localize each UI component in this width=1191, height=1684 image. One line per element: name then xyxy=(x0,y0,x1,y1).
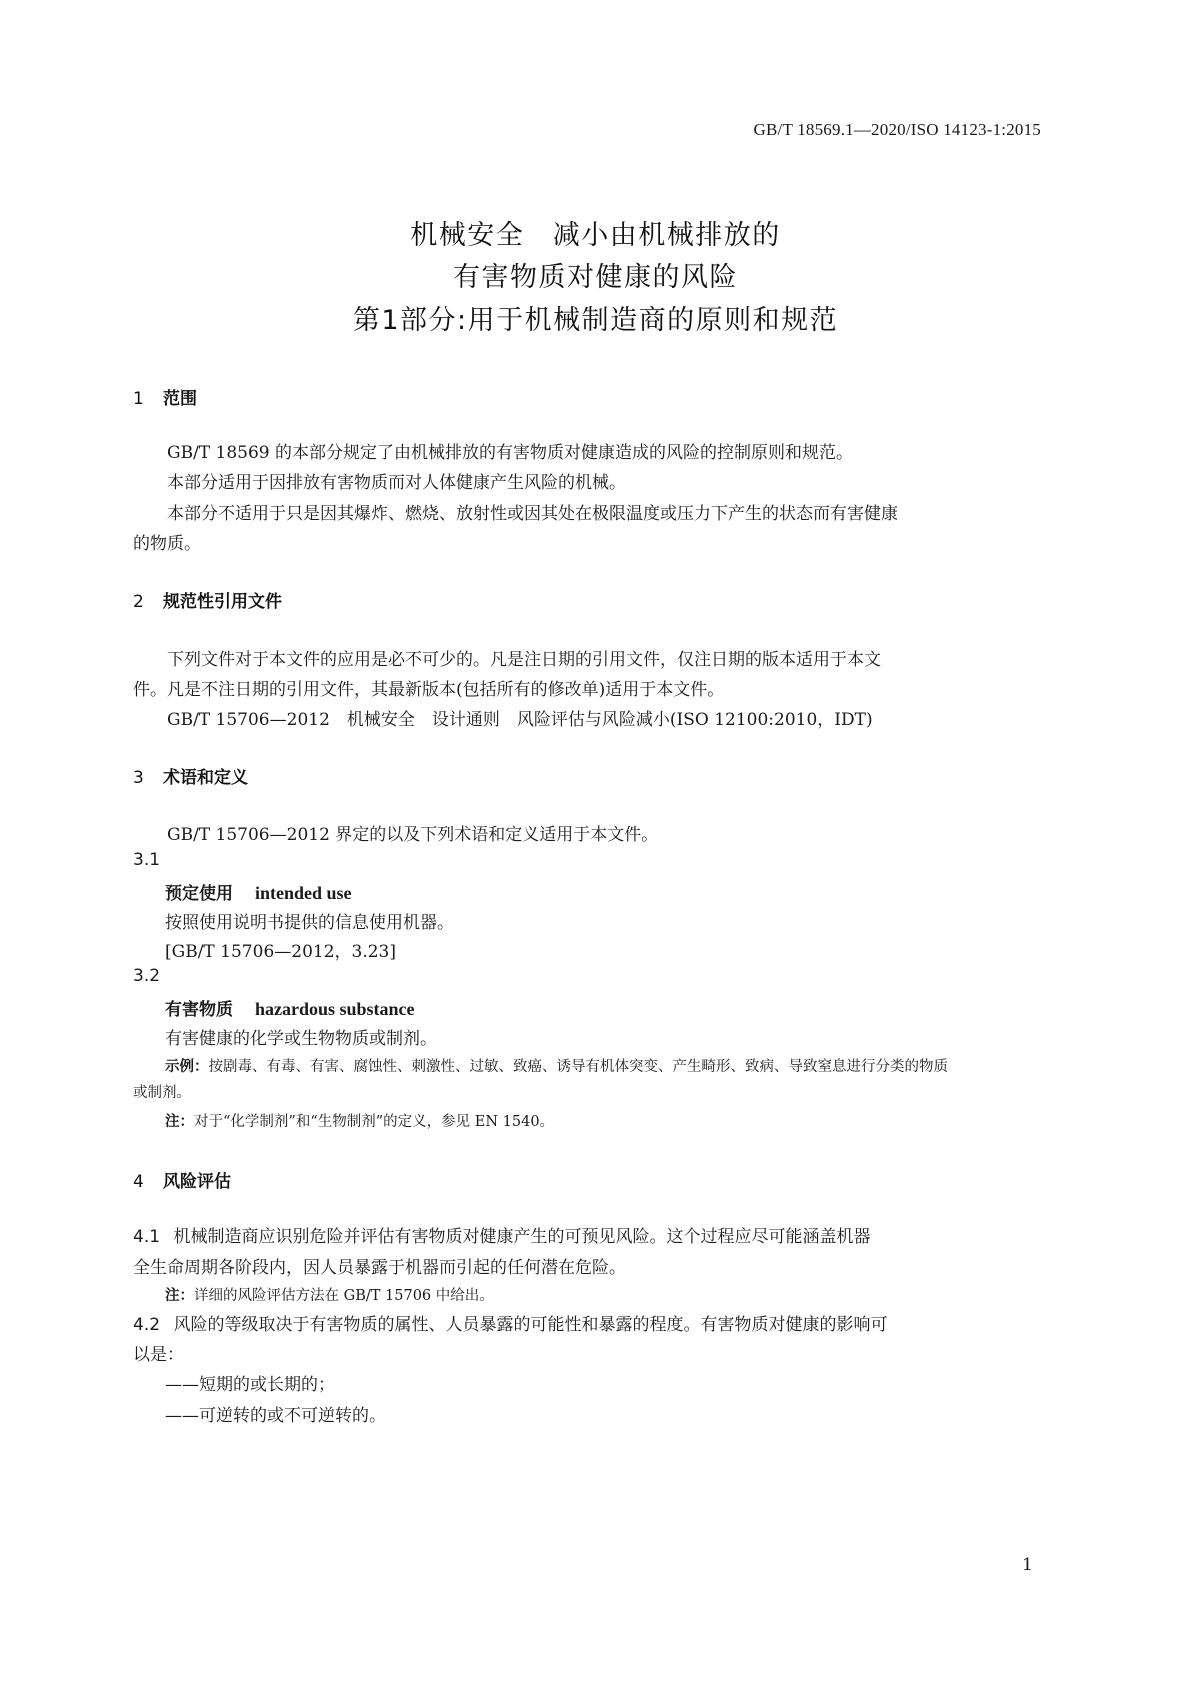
section-title: 范围 xyxy=(163,389,197,409)
example-continuation: 或制剂。 xyxy=(133,1085,191,1101)
term-definition: 按照使用说明书提供的信息使用机器。 xyxy=(165,913,454,933)
term-definition: 有害健康的化学或生物物质或制剂。 xyxy=(165,1029,437,1049)
clause xyxy=(133,1310,887,1335)
clause-text: 风险的等级取决于有害物质的属性、人员暴露的可能性和暴露的程度。有害物质对健康的影响可 xyxy=(173,1315,888,1335)
clause-number: 4.2 xyxy=(133,1315,161,1335)
section-3-heading xyxy=(133,763,248,788)
term-english: hazardous substance xyxy=(255,999,415,1019)
note xyxy=(165,1110,554,1131)
note-text: 详细的风险评估方法在 GB/T 15706 中给出。 xyxy=(194,1288,494,1304)
term-entry xyxy=(165,879,352,904)
section-title: 术语和定义 xyxy=(163,768,248,788)
term-chinese: 有害物质 xyxy=(165,1000,233,1020)
note-label: 注： xyxy=(165,1114,194,1130)
example-label: 示例： xyxy=(165,1059,209,1075)
note-label: 注： xyxy=(165,1288,194,1304)
paragraph-continuation: 件。凡是不注日期的引用文件，其最新版本(包括所有的修改单)适用于本文件。 xyxy=(133,680,725,700)
list-item: ——可逆转的或不可逆转的。 xyxy=(165,1406,386,1426)
term-number: 3.2 xyxy=(133,966,161,986)
list-item: ——短期的或长期的； xyxy=(165,1375,335,1395)
document-number: GB/T 18569.1—2020/ISO 14123-1:2015 xyxy=(753,120,1041,139)
normative-reference: GB/T 15706—2012 机械安全 设计通则 风险评估与风险减小(ISO 12100:2010，IDT) xyxy=(167,710,873,730)
term-english: intended use xyxy=(255,883,352,903)
title-line-2: 有害物质对健康的风险 xyxy=(453,262,738,293)
section-1-heading xyxy=(133,384,197,409)
clause-continuation: 以是： xyxy=(133,1345,184,1365)
example xyxy=(165,1055,948,1076)
page-number: 1 xyxy=(1022,1555,1033,1575)
clause-continuation: 全生命周期各阶段内，因人员暴露于机器而引起的任何潜在危险。 xyxy=(133,1258,626,1278)
term-number: 3.1 xyxy=(133,850,161,870)
clause-number: 4.1 xyxy=(133,1227,161,1247)
section-number: 2 xyxy=(133,592,144,612)
section-title: 风险评估 xyxy=(163,1172,231,1192)
term-source: [GB/T 15706—2012，3.23] xyxy=(165,942,397,962)
paragraph: 下列文件对于本文件的应用是必不可少的。凡是注日期的引用文件，仅注日期的版本适用于本文 xyxy=(167,650,881,670)
note xyxy=(165,1284,494,1305)
paragraph: 本部分不适用于只是因其爆炸、燃烧、放射性或因其处在极限温度或压力下产生的状态而有害健康 xyxy=(167,504,898,524)
paragraph: 本部分适用于因排放有害物质而对人体健康产生风险的机械。 xyxy=(167,473,626,493)
title-line-3: 第1部分:用于机械制造商的原则和规范 xyxy=(352,305,839,336)
term-chinese: 预定使用 xyxy=(165,884,233,904)
paragraph-continuation: 的物质。 xyxy=(133,534,201,554)
paragraph: GB/T 18569 的本部分规定了由机械排放的有害物质对健康造成的风险的控制原则和规范。 xyxy=(167,443,854,463)
section-title: 规范性引用文件 xyxy=(163,592,282,612)
paragraph: GB/T 15706—2012 界定的以及下列术语和定义适用于本文件。 xyxy=(167,825,659,845)
note-text: 对于“化学制剂”和“生物制剂”的定义，参见 EN 1540。 xyxy=(194,1114,555,1130)
section-number: 4 xyxy=(133,1172,144,1192)
term-entry xyxy=(165,995,415,1020)
example-text: 按剧毒、有毒、有害、腐蚀性、刺激性、过敏、致癌、诱导有机体突变、产生畸形、致病、导致窒息进行分类的物质 xyxy=(208,1059,948,1075)
section-number: 3 xyxy=(133,768,144,788)
section-4-heading xyxy=(133,1167,231,1192)
clause xyxy=(133,1222,870,1247)
section-2-heading xyxy=(133,587,282,612)
section-number: 1 xyxy=(133,389,144,409)
clause-text: 机械制造商应识别危险并评估有害物质对健康产生的可预见风险。这个过程应尽可能涵盖机器 xyxy=(173,1227,871,1247)
title-line-1: 机械安全 减小由机械排放的 xyxy=(410,220,781,251)
